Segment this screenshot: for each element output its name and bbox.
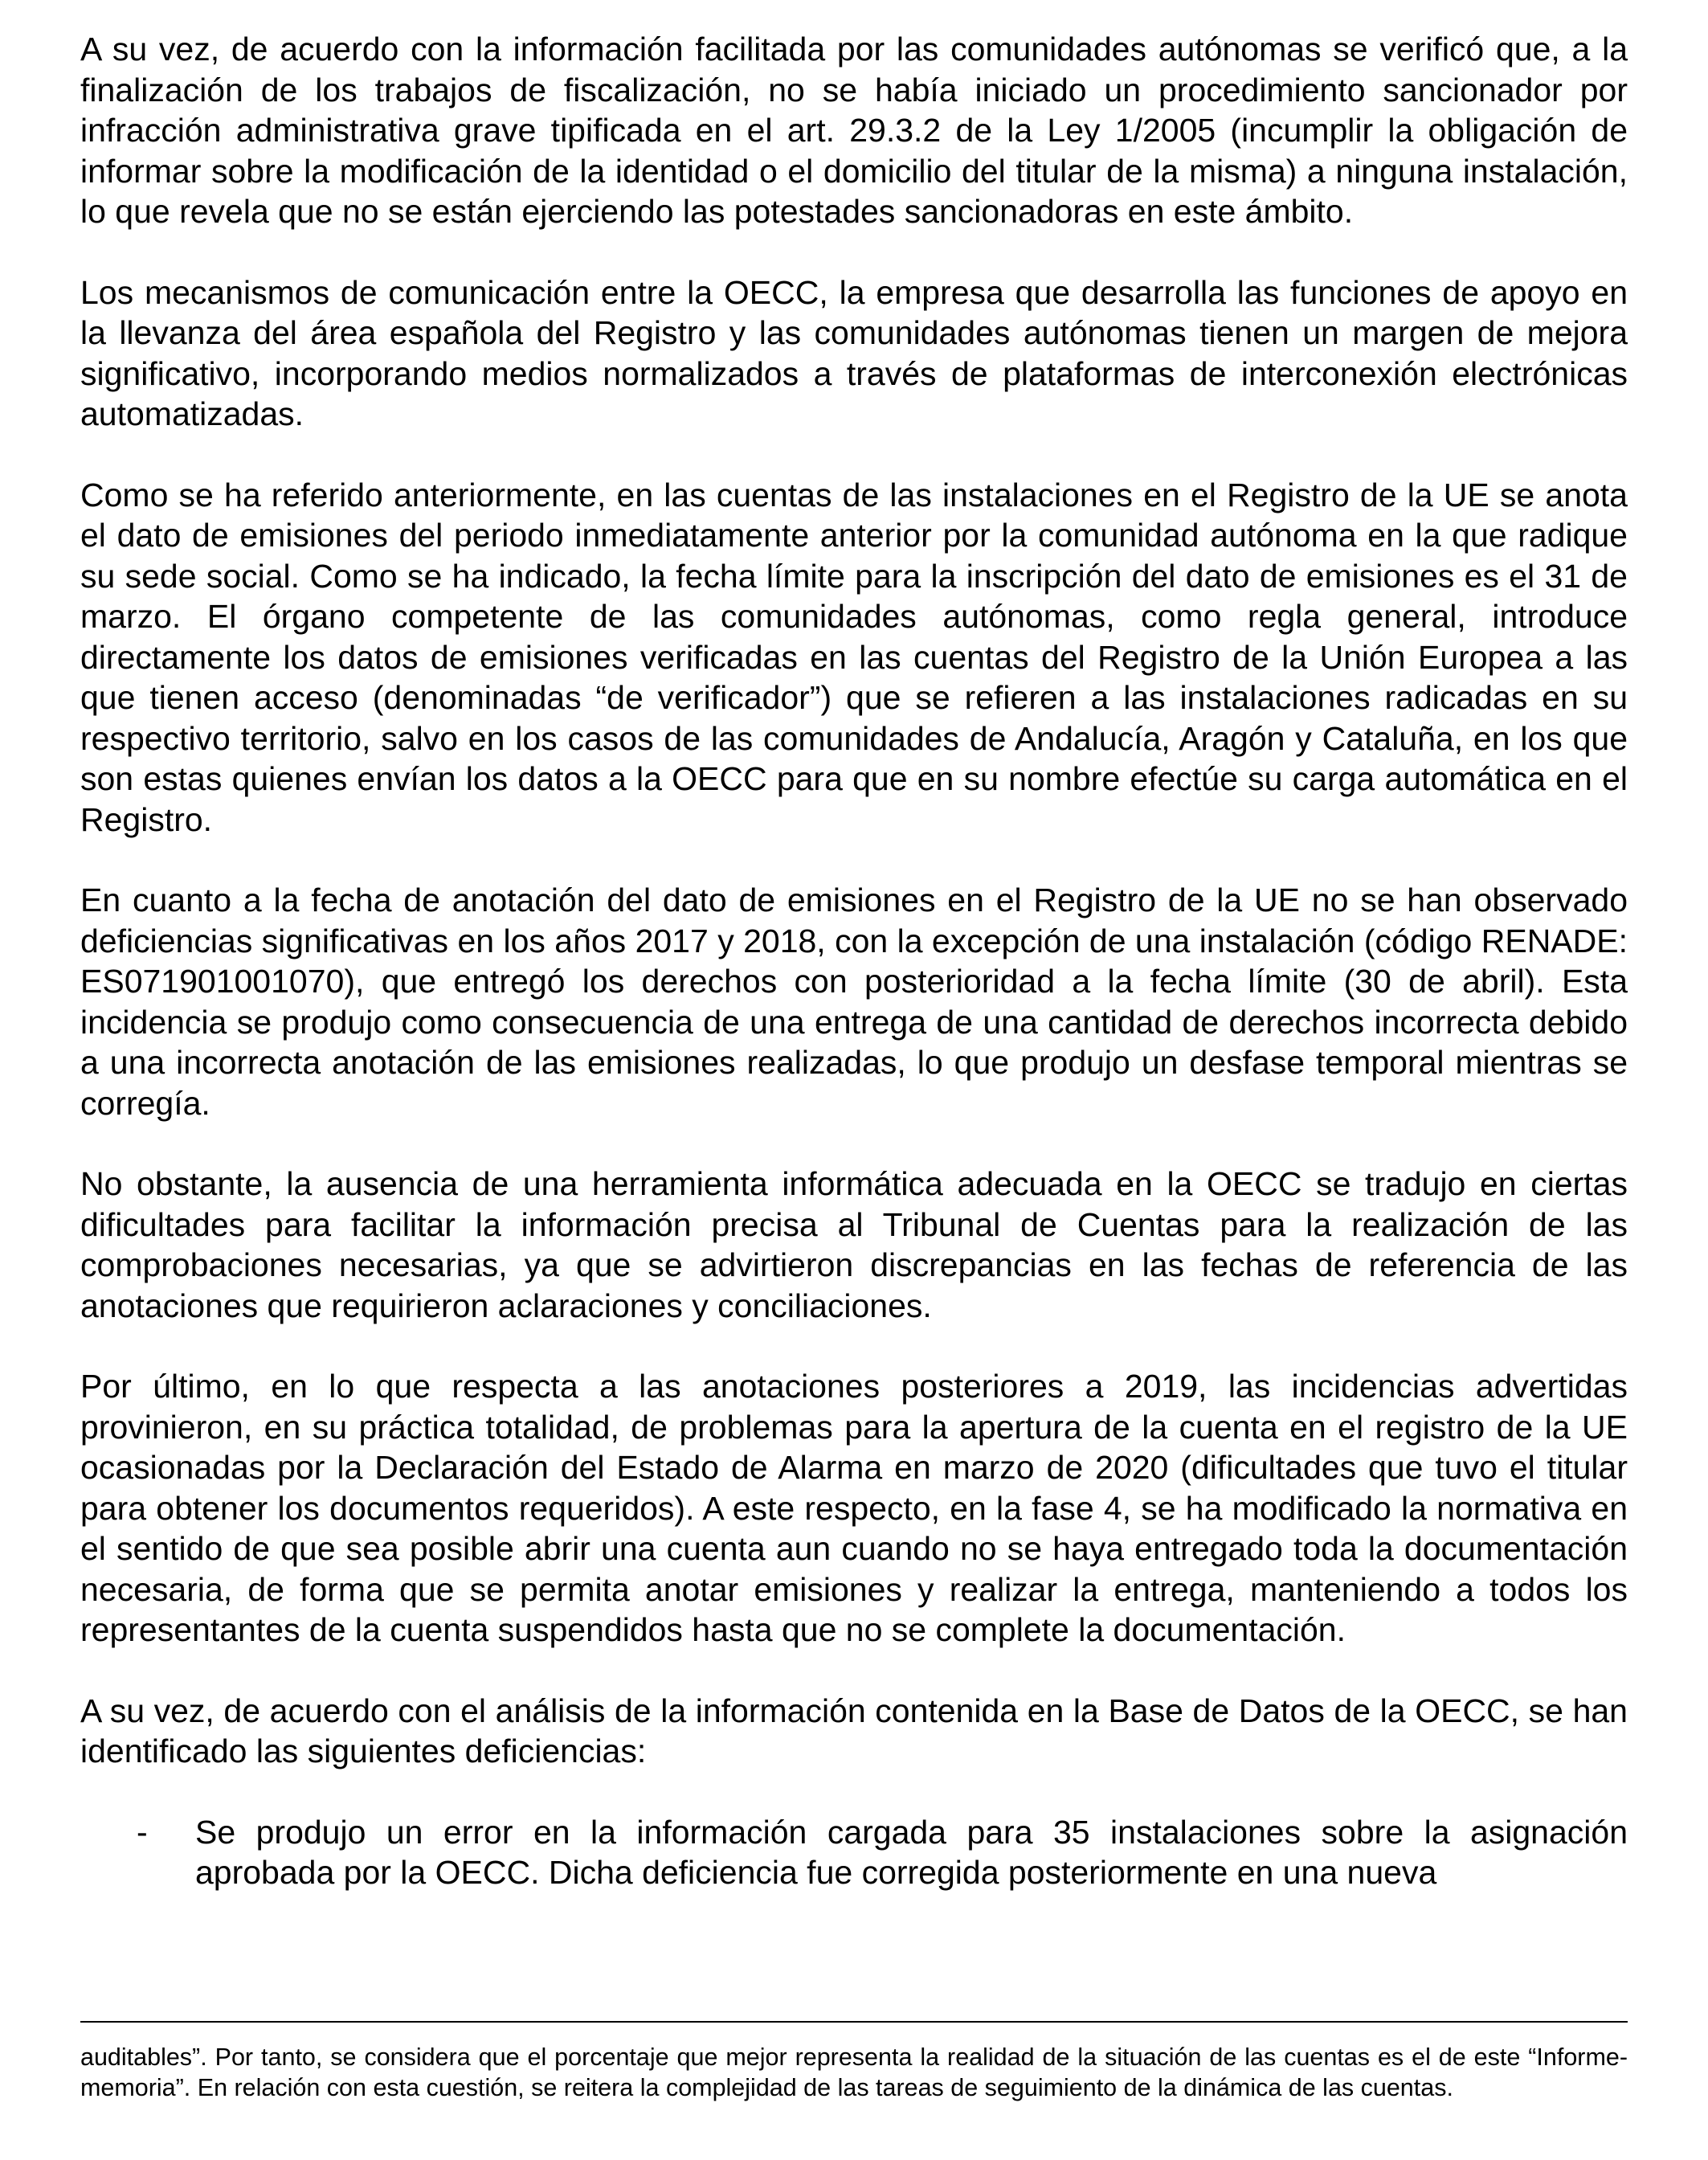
footnote-separator <box>80 2021 1628 2023</box>
list-item <box>80 1812 1628 1893</box>
list-item-text: Se produjo un error en la información cargada para 35 instalaciones sobre la asignación aprobada por la OECC. Dicha deficiencia fue corregida posteriormente en una nueva <box>195 1813 1628 1891</box>
body-text <box>80 29 1628 1893</box>
list-dash-marker: - <box>137 1813 148 1851</box>
paragraph-annotation-dates: En cuanto a la fecha de anotación del dato de emisiones en el Registro de la UE no se han observado deficiencias significativas en los años 2017 y 2018, con la excepción de una instalación (código RENADE: ES071901001070), que entregó los derechos con posterioridad a la fecha límite (30 de abril). Esta incidencia se produjo como consecuencia de una entrega de una cantidad de derechos incorrecta debido a una incorrecta anotación de las emisiones realizadas, lo que produjo un desfase temporal mientras se corregía. <box>80 882 1628 1122</box>
paragraph-database-analysis: A su vez, de acuerdo con el análisis de la información contenida en la Base de Datos de la OECC, se han identificado las siguientes deficiencias: <box>80 1692 1628 1769</box>
paragraph-sanctions: A su vez, de acuerdo con la información facilitada por las comunidades autónomas se verificó que, a la finalización de los trabajos de fiscalización, no se había iniciado un procedimiento sancionador por infracción administrativa grave tipificada en el art. 29.3.2 de la Ley 1/2005 (incumplir la obligación de informar sobre la modificación de la identidad o el domicilio del titular de la misma) a ninguna instalación, lo que revela que no se están ejerciendo las potestades sancionadoras en este ámbito. <box>80 31 1628 230</box>
paragraph-communication-mechanisms: Los mecanismos de comunicación entre la OECC, la empresa que desarrolla las funciones de apoyo en la llevanza del área española del Registro y las comunidades autónomas tienen un margen de mejora significativo, incorporando medios normalizados a través de plataformas de interconexión electrónicas automatizadas. <box>80 273 1628 432</box>
deficiencies-list <box>80 1812 1628 1893</box>
paragraph-post-2019-annotations: Por último, en lo que respecta a las anotaciones posteriores a 2019, las incidencias advertidas provinieron, en su práctica totalidad, de problemas para la apertura de la cuenta en el registro de la UE ocasionadas por la Declaración del Estado de Alarma en marzo de 2020 (dificultades que tuvo el titular para obtener los documentos requeridos). A este respecto, en la fase 4, se ha modificado la normativa en el sentido de que sea posible abrir una cuenta aun cuando no se haya entregado toda la documentación necesaria, de forma que se permita anotar emisiones y realizar la entrega, manteniendo a todos los representantes de la cuenta suspendidos hasta que no se complete la documentación. <box>80 1368 1628 1648</box>
footnote: auditables”. Por tanto, se considera que el porcentaje que mejor representa la realidad de la situación de las cuentas es el de este “Informe-memoria”. En relación con esta cuestión, se reitera la complejidad de las tareas de seguimiento de la dinámica de las cuentas. <box>80 2043 1628 2101</box>
paragraph-it-tool-absence: No obstante, la ausencia de una herramienta informática adecuada en la OECC se tradujo en ciertas dificultades para facilitar la información precisa al Tribunal de Cuentas para la realización de las comprobaciones necesarias, ya que se advirtieron discrepancias en las fechas de referencia de las anotaciones que requirieron aclaraciones y conciliaciones. <box>80 1165 1628 1324</box>
paragraph-emissions-annotation: Como se ha referido anteriormente, en las cuentas de las instalaciones en el Registro de la UE se anota el dato de emisiones del periodo inmediatamente anterior por la comunidad autónoma en la que radique su sede social. Como se ha indicado, la fecha límite para la inscripción del dato de emisiones es el 31 de marzo. El órgano competente de las comunidades autónomas, como regla general, introduce directamente los datos de emisiones verificadas en las cuentas del Registro de la Unión Europea a las que tienen acceso (denominadas “de verificador”) que se refieren a las instalaciones radicadas en su respectivo territorio, salvo en los casos de las comunidades de Andalucía, Aragón y Cataluña, en los que son estas quienes envían los datos a la OECC para que en su nombre efectúe su carga automática en el Registro. <box>80 476 1628 838</box>
